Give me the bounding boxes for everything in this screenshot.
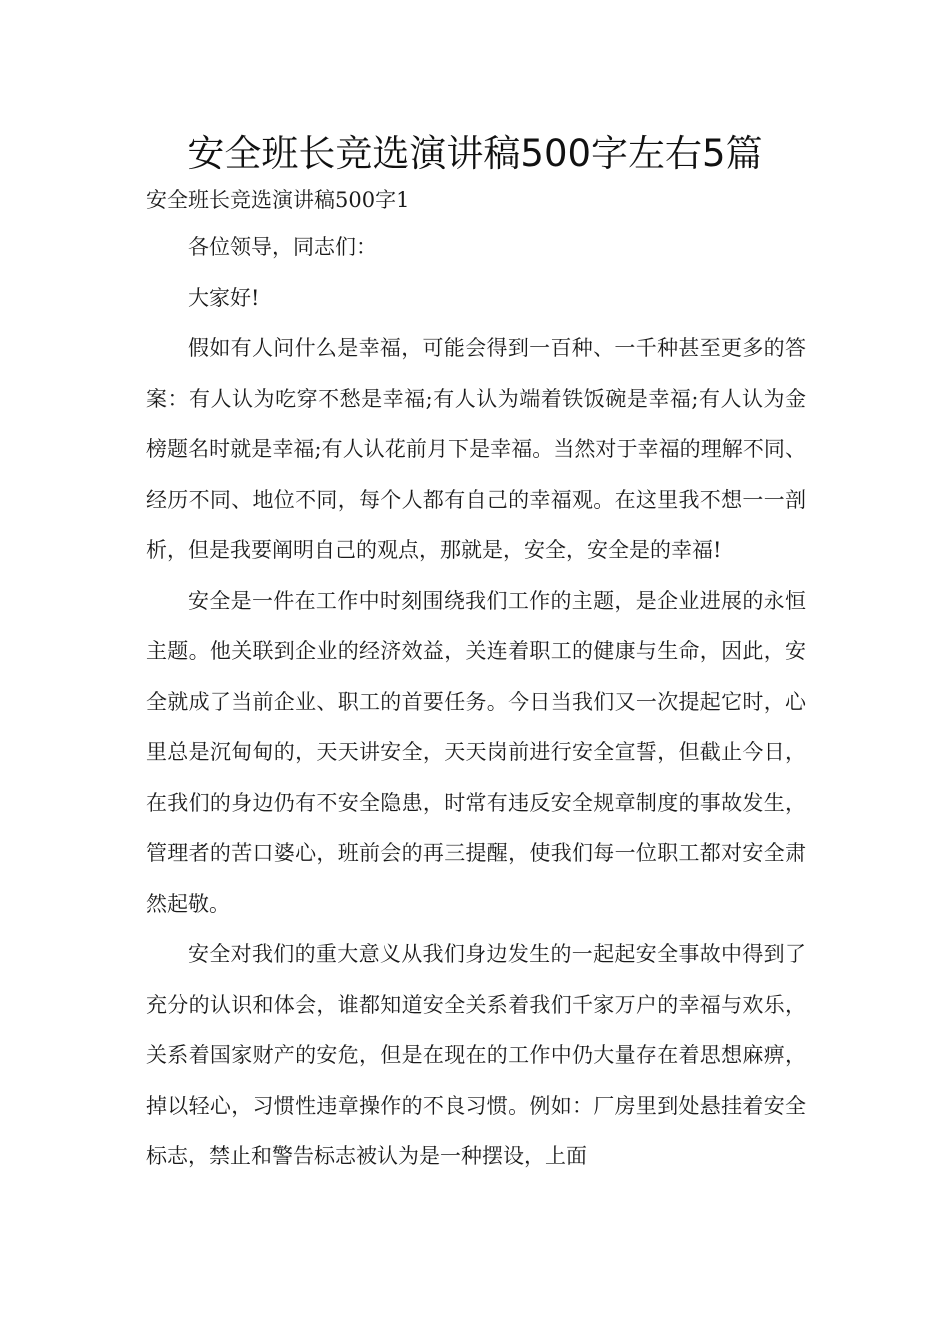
body-paragraph: 安全是一件在工作中时刻围绕我们工作的主题，是企业进展的永恒主题。他关联到企业的经济效益，关连着职工的健康与生命，因此，安全就成了当前企业、职工的首要任务。今日当我们又一次提起它时，心里总是沉甸甸的，天天讲安全，天天岗前进行安全宣誓，但截止今日，在我们的身边仍有不安全隐患，时常有违反安全规章制度的事故发生，管理者的苦口婆心，班前会的再三提醒，使我们每一位职工都对安全肃然起敬。 <box>146 588 806 916</box>
body-paragraph: 安全对我们的重大意义从我们身边发生的一起起安全事故中得到了充分的认识和体会，谁都知道安全关系着我们千家万户的幸福与欢乐，关系着国家财产的安危，但是在现在的工作中仍大量存在着思想麻痹，掉以轻心，习惯性违章操作的不良习惯。例如：厂房里到处悬挂着安全标志，禁止和警告标志被认为是一种摆设，上面 <box>146 942 806 1168</box>
document-body <box>146 182 806 1182</box>
section-heading: 安全班长竞选演讲稿500字1 <box>146 188 410 212</box>
document-title: 安全班长竞选演讲稿500字左右5篇 <box>187 132 763 175</box>
salutation-paragraph: 各位领导，同志们： <box>188 235 377 259</box>
body-paragraph: 假如有人问什么是幸福，可能会得到一百种、一千种甚至更多的答案：有人认为吃穿不愁是幸福;有人认为端着铁饭碗是幸福;有人认为金榜题名时就是幸福;有人认花前月下是幸福。当然对于幸福的理解不同、经历不同、地位不同，每个人都有自己的幸福观。在这里我不想一一剖析，但是我要阐明自己的观点，那就是，安全，安全是的幸福! <box>146 336 806 562</box>
greeting-paragraph: 大家好! <box>188 285 260 310</box>
